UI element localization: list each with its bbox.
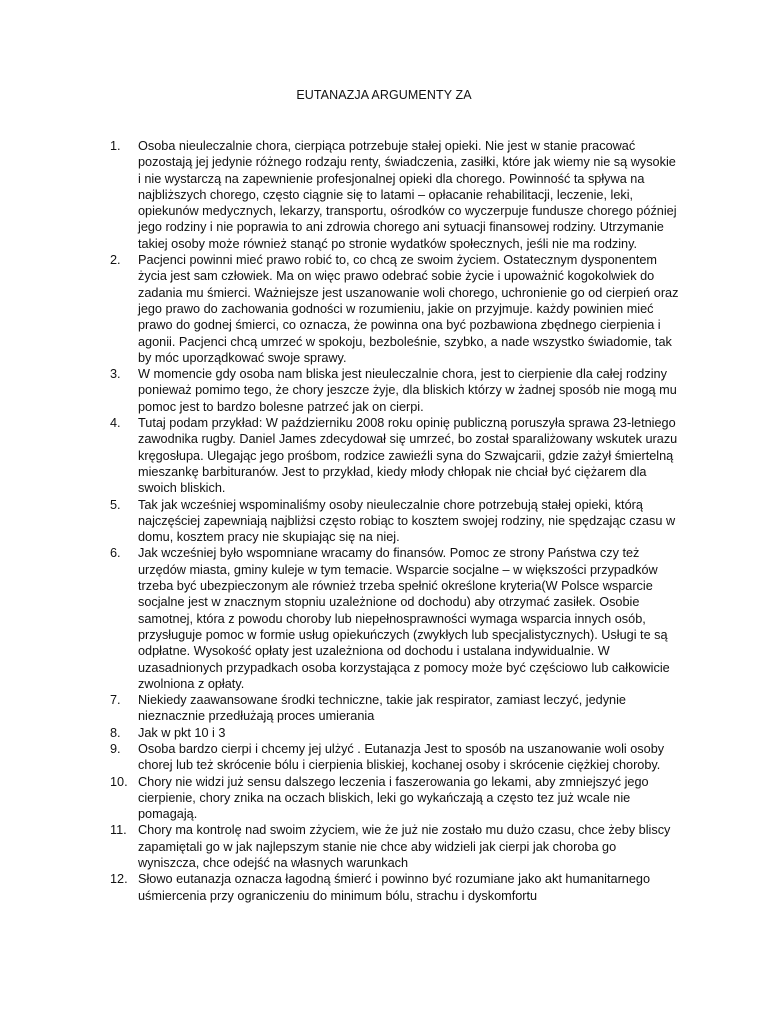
list-item-number: 11.: [110, 823, 127, 838]
list-item-number: 10.: [110, 774, 128, 789]
list-item: [110, 138, 680, 252]
list-item-number: 5.: [110, 497, 121, 512]
list-item-number: 9.: [110, 741, 121, 756]
list-item-number: 7.: [110, 693, 121, 708]
argument-list: [110, 138, 680, 904]
list-item-text: Pacjenci powinni mieć prawo robić to, co chcą ze swoim życiem. Ostatecznym dysponentem życia jest sam człowiek. Ma on więc prawo odebrać sobie życie i upoważnić kogokolwiek do zadania mu śmierci. Ważniejsze jest uszanowanie woli chorego, uchronienie go od cierpień oraz jego prawo do zachowania godności w rozumieniu, jakie on przyjmuje. każdy powinien mieć prawo do godnej śmierci, co oznacza, że powinna ona być pozbawiona zbędnego cierpienia i agonii. Pacjenci chcą umrzeć w spokoju, bezboleśnie, szybko, a nade wszystko świadomie, tak by móc uporządkować swoje sprawy.: [138, 253, 679, 365]
list-item: [110, 741, 680, 774]
list-item-number: 8.: [110, 725, 121, 740]
list-item: [110, 822, 680, 871]
list-item-text: Osoba nieuleczalnie chora, cierpiąca potrzebuje stałej opieki. Nie jest w stanie pracować pozostają jej jedynie różnego rodzaju renty, świadczenia, zasiłki, które jak wiemy nie są wysokie i nie wystarczą na zapewnienie profesjonalnej opieki dla chorego. Powinność ta spływa na najbliższych chorego, często ciągnie się to latami – opłacanie rehabilitacji, leczenie, leki, opiekunów medycznych, lekarzy, transportu, ośrodków co wyczerpuje fundusze chorego później jego rodziny i nie poprawia to ani zdrowia chorego ani sytuacji finansowej rodziny. Utrzymanie takiej osoby może również stanąć po stronie wydatków społecznych, jeśli nie ma rodziny.: [138, 139, 677, 251]
list-item-text: Jak w pkt 10 i 3: [138, 725, 226, 740]
list-item: [110, 725, 680, 741]
list-item-text: Chory ma kontrolę nad swoim zżyciem, wie że już nie zostało mu dużo czasu, chce żeby bliscy zapamiętali go w jak najlepszym stanie nie chce aby widzieli jak cierpi jak choroba go wyniszcza, chce odejść na własnych warunkach: [138, 823, 671, 871]
list-item: [110, 252, 680, 366]
list-item-text: Tak jak wcześniej wspominaliśmy osoby nieuleczalnie chore potrzebują stałej opieki, którą najczęściej zapewniają najbliżsi często robiąc to kosztem swojej rodziny, nie spędzając czasu w domu, kosztem pracy nie skupiając się na niej.: [138, 497, 676, 545]
list-item-text: Jak wcześniej było wspomniane wracamy do finansów. Pomoc ze strony Państwa czy też urzędów miasta, gminy kuleje w tym temacie. Wsparcie socjalne – w większości przypadków trzeba być ubezpieczonym ale również trzeba spełnić określone kryteria(W Polsce wsparcie socjalne jest w znacznym stopniu uzależnione od dochodu) aby otrzymać zasiłek. Osobie samotnej, która z powodu choroby lub niepełnosprawności wymaga wsparcia innych osób, przysługuje pomoc w formie usług opiekuńczych (zwykłych lub specjalistycznych). Usługi te są odpłatne. Wysokość opłaty jest uzależniona od dochodu i ustalana indywidualnie. W uzasadnionych przypadkach osoba korzystająca z pomocy może być częściowo lub całkowicie zwolniona z opłaty.: [138, 546, 670, 691]
list-item-number: 3.: [110, 367, 121, 382]
list-item: [110, 545, 680, 692]
list-item: [110, 774, 680, 823]
document-title: EUTANAZJA ARGUMENTY ZA: [296, 88, 472, 102]
list-item-number: 6.: [110, 546, 121, 561]
list-item-text: Chory nie widzi już sensu dalszego leczenia i faszerowania go lekami, aby zmniejszyć jego cierpienie, chory znika na oczach bliskich, leki go wykańczają a często tez już wcale nie pomagają.: [138, 774, 649, 822]
list-item: [110, 415, 680, 496]
list-item-number: 2.: [110, 253, 121, 268]
list-item: [110, 692, 680, 725]
list-item-text: Niekiedy zaawansowane środki techniczne, takie jak respirator, zamiast leczyć, jedynie nieznacznie przedłużają proces umierania: [138, 693, 626, 724]
list-item-number: 4.: [110, 416, 121, 431]
list-item-text: W momencie gdy osoba nam bliska jest nieuleczalnie chora, jest to cierpienie dla całej rodziny ponieważ pomimo tego, że chory jeszcze żyje, dla bliskich którzy w żadnej sposób nie mogą mu pomoc jest to bardzo bolesne patrzeć jak on cierpi.: [138, 367, 677, 414]
list-item: [110, 497, 680, 546]
list-item-text: Słowo eutanazja oznacza łagodną śmierć i powinno być rozumiane jako akt humanitarnego uśmiercenia przy ograniczeniu do minimum bólu, strachu i dyskomfortu: [138, 872, 651, 903]
list-item-number: 12.: [110, 872, 128, 887]
list-item: [110, 871, 680, 904]
list-item-text: Osoba bardzo cierpi i chcemy jej ulżyć . Eutanazja Jest to sposób na uszanowanie woli osoby chorej lub też skrócenie bólu i cierpienia bliskiej, kochanej osoby i skrócenie ciężkiej choroby.: [138, 741, 665, 773]
list-item: [110, 366, 680, 415]
list-item-number: 1.: [110, 139, 121, 153]
list-item-text: Tutaj podam przykład: W październiku 2008 roku opinię publiczną poruszyła sprawa 23-letniego zawodnika rugby. Daniel James zdecydował się umrzeć, bo został sparaliżowany wskutek urazu kręgosłupa. Ulegając jego prośbom, rodzice zawieźli syna do Szwajcarii, gdzie zażył śmiertelną mieszankę barbituranów. Jest to przykład, kiedy młody chłopak nie chciał być ciężarem dla swoich bliskich.: [138, 416, 678, 496]
